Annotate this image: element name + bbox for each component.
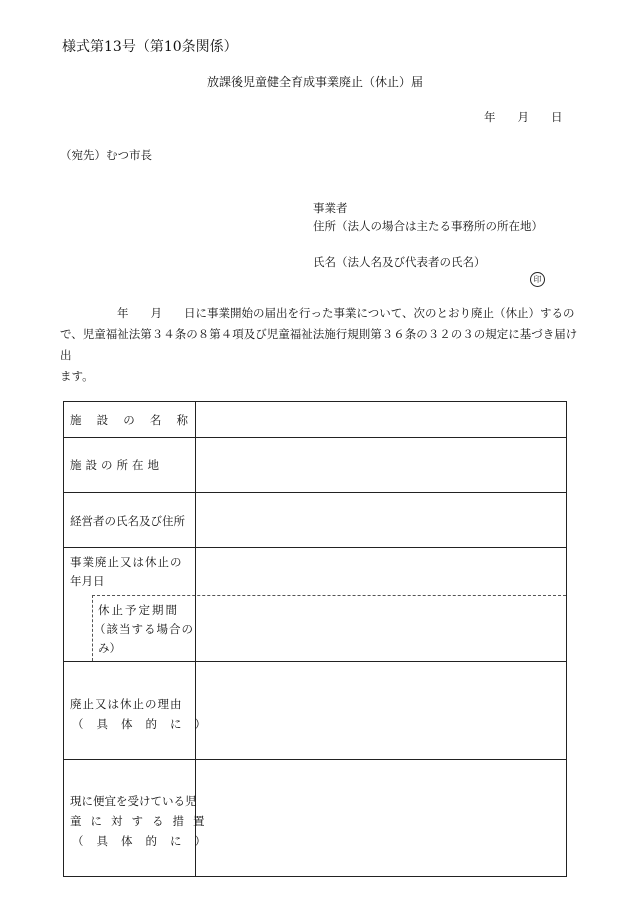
date-line: [484, 109, 563, 125]
label-suspension-1: 休止予定期間: [98, 603, 179, 617]
seal-mark: 印: [530, 272, 545, 287]
addressee: （宛先）むつ市長: [60, 148, 152, 162]
operator-name-label: 氏名（法人名及び代表者の氏名）: [313, 255, 486, 269]
body-line3: ます。: [60, 369, 94, 383]
label-measures-1: 現に便宜を受けている児: [70, 794, 197, 808]
label-facility-name: 施 設 の 名 称: [70, 413, 188, 427]
date-month: 月: [517, 110, 529, 124]
body-line1: 日に事業開始の届出を行った事業について、次のとおり廃止（休止）するの: [184, 306, 575, 320]
body-line2: で、児童福祉法第３４条の８第４項及び児童福祉法施行規則第３６条の３２の３の規定に基づき届け出: [60, 327, 578, 362]
date-day: 日: [551, 110, 563, 124]
body-year: 年: [117, 306, 129, 320]
body-paragraph: [60, 303, 580, 387]
operator-address-label: 住所（法人の場合は主たる事務所の所在地）: [313, 219, 543, 233]
operator-heading: 事業者: [313, 201, 348, 215]
label-abolition-date-1: 事業廃止又は休止の: [70, 555, 183, 569]
label-suspension-3: み）: [98, 641, 121, 655]
notification-table: [63, 401, 567, 877]
document-title: 放課後児童健全育成事業廃止（休止）届: [206, 75, 423, 89]
label-suspension-2: （該当する場合の: [94, 622, 194, 636]
label-facility-location: 施設の所在地: [70, 458, 163, 472]
label-reason-1: 廃止又は休止の理由: [70, 697, 183, 711]
label-abolition-date-2: 年月日: [70, 574, 105, 588]
label-measures-2: 童に対する措置: [70, 814, 214, 828]
label-operator-name-address: 経営者の氏名及び住所: [70, 514, 185, 528]
date-year: 年: [484, 110, 496, 124]
body-month: 月: [150, 306, 162, 320]
label-reason-2: （具体的に）: [72, 717, 219, 731]
form-number: 様式第13号（第10条関係）: [62, 39, 238, 55]
label-measures-3: （具体的に）: [72, 834, 219, 848]
